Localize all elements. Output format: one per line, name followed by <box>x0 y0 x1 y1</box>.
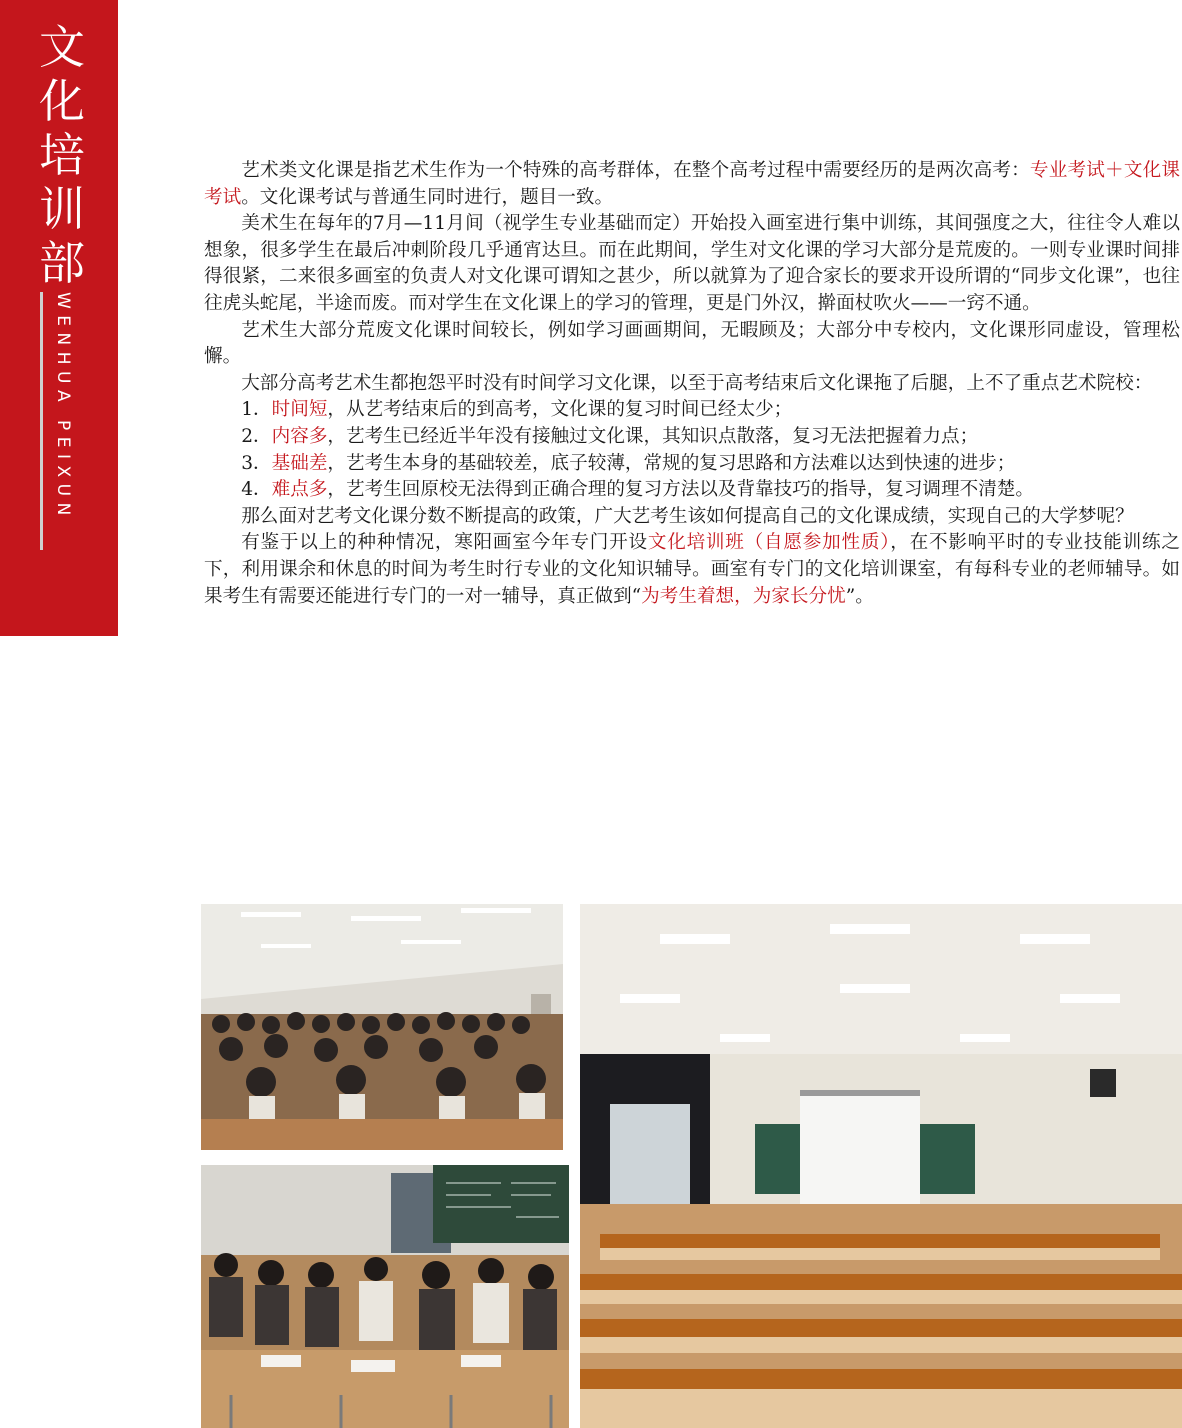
paragraph-text: 大部分高考艺术生都抱怨平时没有时间学习文化课，以至于高考结束后文化课拖了后腿，上不了重点艺术院校： <box>241 372 1153 394</box>
highlight-text: 专业考试＋文化课考试 <box>204 160 1180 208</box>
article-paragraph <box>204 397 1180 424</box>
sidebar-banner <box>0 0 118 636</box>
paragraph-text: ，从艺考结束后的到高考，文化课的复习时间已经太少； <box>327 399 793 421</box>
paragraph-text: ”。 <box>845 585 874 607</box>
paragraph-text: 有鉴于以上的种种情况，寒阳画室今年专门开设 <box>241 532 648 554</box>
photo-students-studying <box>201 1165 569 1428</box>
paragraph-text: 1． <box>241 399 272 421</box>
sidebar-title-char: 训 <box>39 182 85 236</box>
paragraph-text: 艺术生大部分荒废文化课时间较长，例如学习画画期间，无暇顾及；大部分中专校内，文化课形同虚设，管理松懈。 <box>204 319 1180 368</box>
photo-students-lecture-hall <box>201 904 563 1150</box>
sidebar-title-char: 培 <box>39 128 85 182</box>
paragraph-text: 。文化课考试与普通生同时进行，题目一致。 <box>241 186 614 208</box>
article-body <box>204 158 1180 610</box>
article-paragraph <box>204 211 1180 317</box>
article-paragraph <box>204 477 1180 504</box>
paragraph-text: 美术生在每年的7月—11月间（视学生专业基础而定）开始投入画室进行集中训练，其间强度之大，往往令人难以想象，很多学生在最后冲刺阶段几乎通宵达旦。而在此期间，学生对文化课的学习大部分是荒废的。一则专业课时间排得很紧，二来很多画室的负责人对文化课可谓知之甚少，所以就算为了迎合家长的要求开设所谓的“同步文化课”，也往往虎头蛇尾，半途而废。而对学生在文化课上的学习的管理，更是门外汉，擀面杖吹火——一窍不通。 <box>204 213 1180 314</box>
paragraph-text: 4． <box>241 479 272 501</box>
article-paragraph <box>204 451 1180 478</box>
highlight-text: 时间短 <box>271 399 328 421</box>
article-paragraph <box>204 530 1180 610</box>
article-paragraph <box>204 371 1180 398</box>
highlight-text: 为考生着想，为家长分忧 <box>641 585 846 607</box>
sidebar-title <box>34 20 90 290</box>
paragraph-text: ，艺考生回原校无法得到正确合理的复习方法以及背靠技巧的指导，复习调理不清楚。 <box>327 479 1034 501</box>
sidebar-divider <box>40 292 43 550</box>
highlight-text: 内容多 <box>271 425 328 447</box>
paragraph-text: 2． <box>241 425 272 447</box>
article-paragraph <box>204 318 1180 371</box>
paragraph-text: 艺术类文化课是指艺术生作为一个特殊的高考群体，在整个高考过程中需要经历的是两次高考： <box>241 160 1030 181</box>
article-paragraph <box>204 424 1180 451</box>
paragraph-text: 那么面对艺考文化课分数不断提高的政策，广大艺考生该如何提高自己的文化课成绩，实现自己的大学梦呢？ <box>241 505 1134 527</box>
highlight-text: 文化培训班（自愿参加性质） <box>647 532 891 554</box>
photo-empty-classroom <box>580 904 1182 1428</box>
sidebar-pinyin: WENHUA PEIXUN <box>53 292 73 522</box>
highlight-text: 基础差 <box>271 452 328 474</box>
highlight-text: 难点多 <box>271 479 328 501</box>
sidebar-title-char: 化 <box>39 74 85 128</box>
sidebar-title-char: 文 <box>39 20 85 74</box>
paragraph-text: 3． <box>241 452 272 474</box>
article-paragraph <box>204 158 1180 211</box>
paragraph-text: ，在不影响平时的专业技能训练之下，利用课余和休息的时间为考生时行专业的文化知识辅导。画室有专门的文化培训课室，有每科专业的老师辅导。如果考生有需要还能进行专门的一对一辅导，真正做到“ <box>204 532 1180 607</box>
sidebar-title-char: 部 <box>39 236 85 290</box>
article-paragraph <box>204 504 1180 531</box>
paragraph-text: ，艺考生已经近半年没有接触过文化课，其知识点散落，复习无法把握着力点； <box>327 425 979 447</box>
paragraph-text: ，艺考生本身的基础较差，底子较薄，常规的复习思路和方法难以达到快速的进步； <box>327 452 1016 474</box>
